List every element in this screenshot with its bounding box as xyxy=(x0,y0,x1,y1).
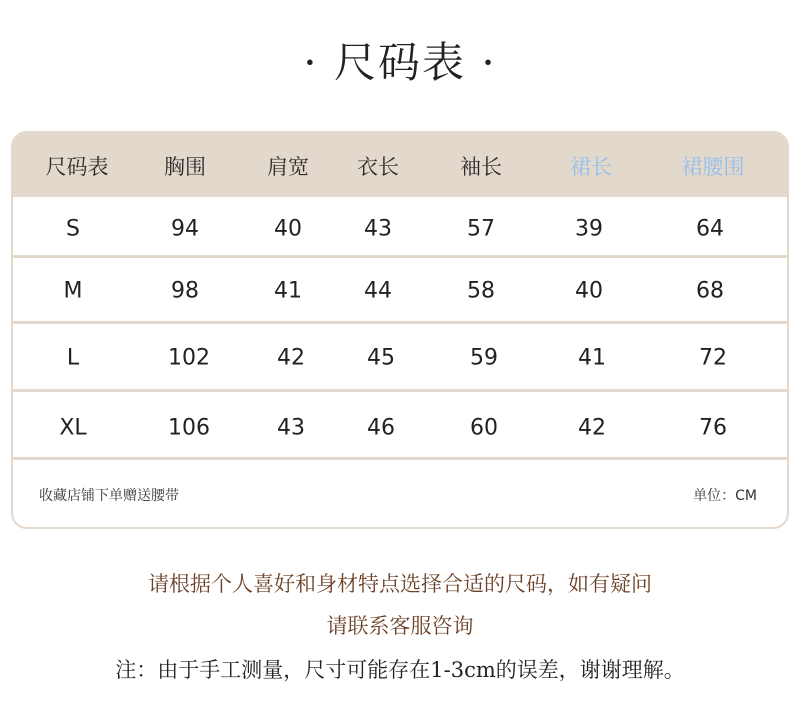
table-cell: 43 xyxy=(277,415,305,441)
header-shoulder: 肩宽 xyxy=(267,155,309,179)
page-title: · 尺码表 · xyxy=(303,38,497,87)
table-cell: 44 xyxy=(364,278,392,304)
table-cell: 39 xyxy=(575,216,603,242)
table-cell: 40 xyxy=(575,278,603,304)
table-cell: 59 xyxy=(470,345,498,371)
table-cell: 106 xyxy=(168,415,210,441)
table-cell: 64 xyxy=(696,216,724,242)
header-skirt-length: 裙长 xyxy=(570,155,612,179)
table-cell: S xyxy=(66,216,80,242)
header-skirt-waist: 裙腰围 xyxy=(681,155,745,179)
table-cell: 43 xyxy=(364,216,392,242)
size-chart-table xyxy=(11,131,789,529)
table-cell: 102 xyxy=(168,345,210,371)
table-cell: 60 xyxy=(470,415,498,441)
size-advice-line-2: 请联系客服咨询 xyxy=(326,614,474,638)
table-cell: L xyxy=(66,345,80,371)
table-header-row xyxy=(13,133,787,197)
table-cell: 41 xyxy=(274,278,302,304)
header-size: 尺码表 xyxy=(45,155,109,179)
table-cell: 40 xyxy=(274,216,302,242)
table-cell: 58 xyxy=(467,278,495,304)
unit-note: 单位：CM xyxy=(693,488,757,504)
header-sleeve: 袖长 xyxy=(460,155,502,179)
row-divider xyxy=(13,389,787,392)
header-length: 衣长 xyxy=(357,155,399,179)
table-cell: 98 xyxy=(171,278,199,304)
table-cell: 46 xyxy=(367,415,395,441)
table-cell: 42 xyxy=(578,415,606,441)
table-cell: 94 xyxy=(171,216,199,242)
gift-note: 收藏店铺下单赠送腰带 xyxy=(39,488,179,504)
table-cell: 76 xyxy=(699,415,727,441)
table-cell: M xyxy=(63,278,83,304)
row-divider xyxy=(13,321,787,324)
table-cell: 42 xyxy=(277,345,305,371)
table-cell: 41 xyxy=(578,345,606,371)
measurement-disclaimer: 注：由于手工测量，尺寸可能存在1-3cm的误差，谢谢理解。 xyxy=(115,658,685,682)
size-advice-line-1: 请根据个人喜好和身材特点选择合适的尺码，如有疑问 xyxy=(148,572,652,596)
table-cell: XL xyxy=(59,415,87,441)
table-cell: 45 xyxy=(367,345,395,371)
row-divider xyxy=(13,457,787,460)
table-cell: 72 xyxy=(699,345,727,371)
table-cell: 68 xyxy=(696,278,724,304)
table-cell: 57 xyxy=(467,216,495,242)
row-divider xyxy=(13,255,787,258)
header-chest: 胸围 xyxy=(164,155,206,179)
